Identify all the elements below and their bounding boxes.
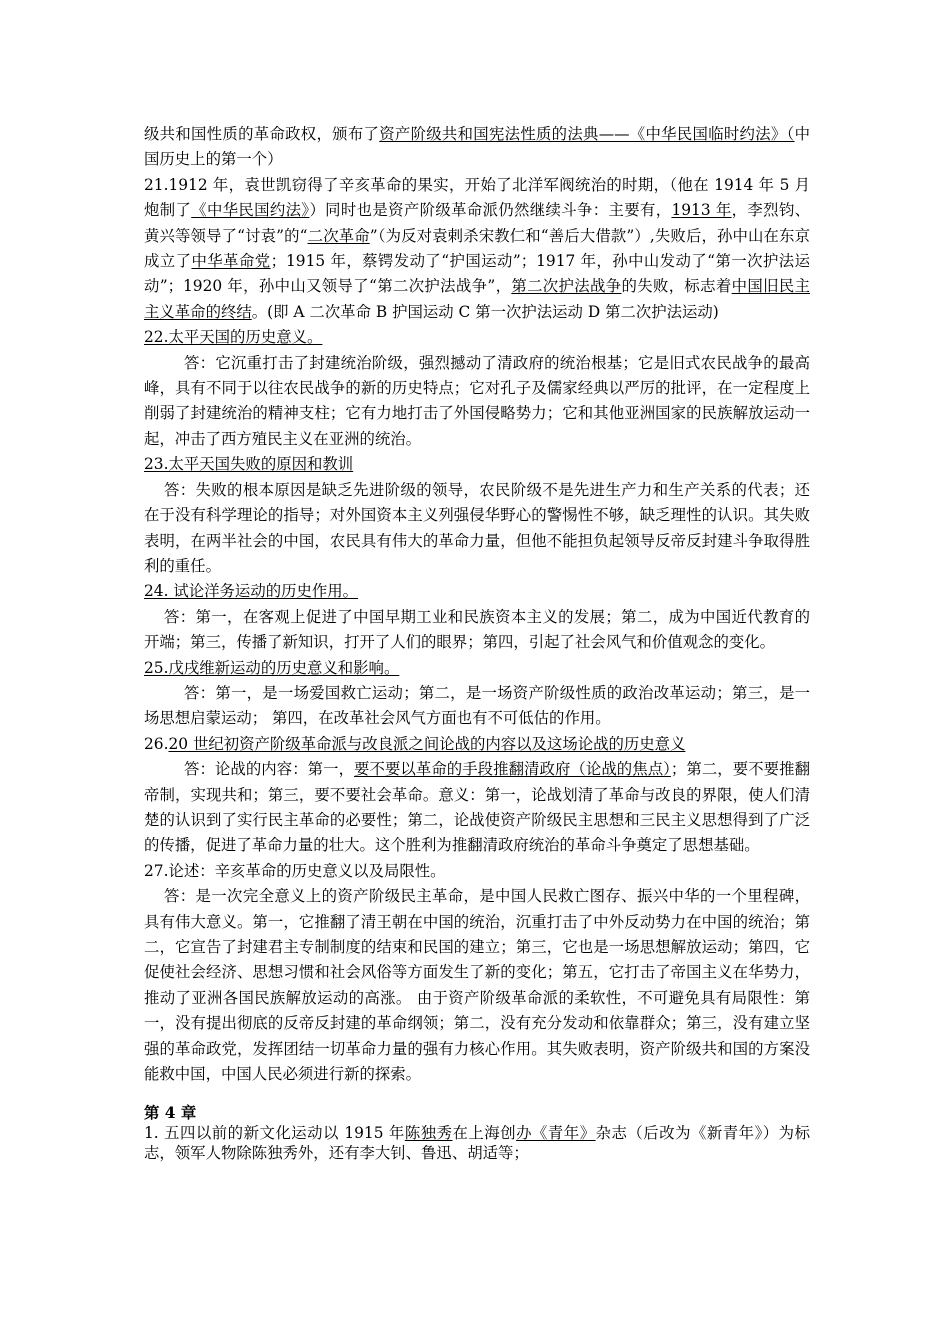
question-26-title: 26.20 世纪初资产阶级革命派与改良派之间论战的内容以及这场论战的历史意义 [144, 734, 686, 753]
question-24-title: 24. 试论洋务运动的历史作用。 [144, 582, 359, 601]
question-23-answer: 答：失败的根本原因是缺乏先进阶级的领导，农民阶级不是先进生产力和生产关系的代表；还在于没有科学理论的指导；对外国资本主义列强侵华野心的警惕性不够，缺乏理性的认识。其失败表明，在两半社会的中国，农民具有伟大的革命力量，但他不能担负起领导反帝反封建斗争取得胜利的重任。 [144, 480, 810, 575]
chapter-4-item-1: 1. 五四以前的新文化运动以 1915 年陈独秀在上海创办《青年》杂志（后改为《新青年》）为标志，领军人物除陈独秀外，还有李大钊、鲁迅、胡适等； [144, 1124, 810, 1163]
question-27-answer: 答：是一次完全意义上的资产阶级民主革命，是中国人民救亡图存、振兴中华的一个里程碑，具有伟大意义。第一，它推翻了清王朝在中国的统治，沉重打击了中外反动势力在中国的统治；第二，它宣告了封建君主专制制度的结束和民国的建立；第三，它也是一场思想解放运动；第四，它促使社会经济、思想习惯和社会风俗等方面发生了新的变化；第五，它打击了帝国主义在华势力，推动了亚洲各国民族解放运动的高涨。 由于资产阶级革命派的柔软性，不可避免具有局限性：第一，没有提出彻底的反帝反封建的革命纲领；第二，没有充分发动和依靠群众；第三，没有建立坚强的革命政党，发挥团结一切革命力量的强有力核心作用。其失败表明，资产阶级共和国的方案没能救中国，中国人民必须进行新的探索。 [144, 887, 810, 1084]
chapter-4-heading: 第 4 章 [144, 1104, 197, 1123]
question-23-title: 23.太平天国失败的原因和教训 [144, 455, 354, 474]
question-27-title: 27.论述：辛亥革命的历史意义以及局限性。 [144, 861, 446, 880]
paragraph-21: 21.1912 年，袁世凯窃得了辛亥革命的果实，开始了北洋军阀统治的时期，（他在 1914 年 5 月炮制了《中华民国约法》）同时也是资产阶级革命派仍然继续斗争：主要有，1913 年，李烈钧、黄兴等领导了“讨袁”的“二次革命”（为反对袁剌杀宋教仁和“善后大借款”）,失败后，孙中山在东京成立了中华革命党；1915 年，蔡锷发动了“护国运动”；1917 年，孙中山发动了“第一次护法运动”；1920 年，孙中山又领导了“第二次护法战争”，第二次护法战争的失败，标志着中国旧民主主义革命的终结。(即 A 二次革命 B 护国运动 C 第一次护法运动 D 第二次护法运动) [144, 175, 810, 321]
paragraph-20-continued: 级共和国性质的革命政权，颁布了资产阶级共和国宪法性质的法典——《中华民国临时约法》（中国历史上的第一个） [144, 125, 810, 169]
question-25-title: 25.戊戌维新运动的历史意义和影响。 [144, 658, 400, 677]
question-22-answer: 答：它沉重打击了封建统治阶级，强烈撼动了清政府的统治根基；它是旧式农民战争的最高峰，具有不同于以往农民战争的新的历史特点；它对孔子及儒家经典以严厉的批评，在一定程度上削弱了封建统治的精神支柱；它有力地打击了外国侵略势力；它和其他亚洲国家的民族解放运动一起，冲击了西方殖民主义在亚洲的统治。 [144, 353, 810, 448]
question-25-answer: 答：第一，是一场爱国救亡运动；第二，是一场资产阶级性质的政治改革运动；第三，是一场思想启蒙运动； 第四，在改革社会风气方面也有不可低估的作用。 [144, 683, 810, 728]
question-24-answer: 答：第一，在客观上促进了中国早期工业和民族资本主义的发展；第二，成为中国近代教育的开端；第三，传播了新知识，打开了人们的眼界；第四，引起了社会风气和价值观念的变化。 [144, 607, 810, 652]
document-page [144, 122, 810, 1163]
question-26-answer: 答：论战的内容：第一，要不要以革命的手段推翻清政府（论战的焦点）；第二，要不要推翻帝制，实现共和；第三，要不要社会革命。意义：第一，论战划清了革命与改良的界限，使人们清楚的认识到了实行民主革命的必要性；第二，论战使资产阶级民主思想和三民主义思想得到了广泛的传播，促进了革命力量的壮大。这个胜利为推翻清政府统治的革命斗争奠定了思想基础。 [144, 760, 810, 855]
question-22-title: 22.太平天国的历史意义。 [144, 328, 323, 347]
